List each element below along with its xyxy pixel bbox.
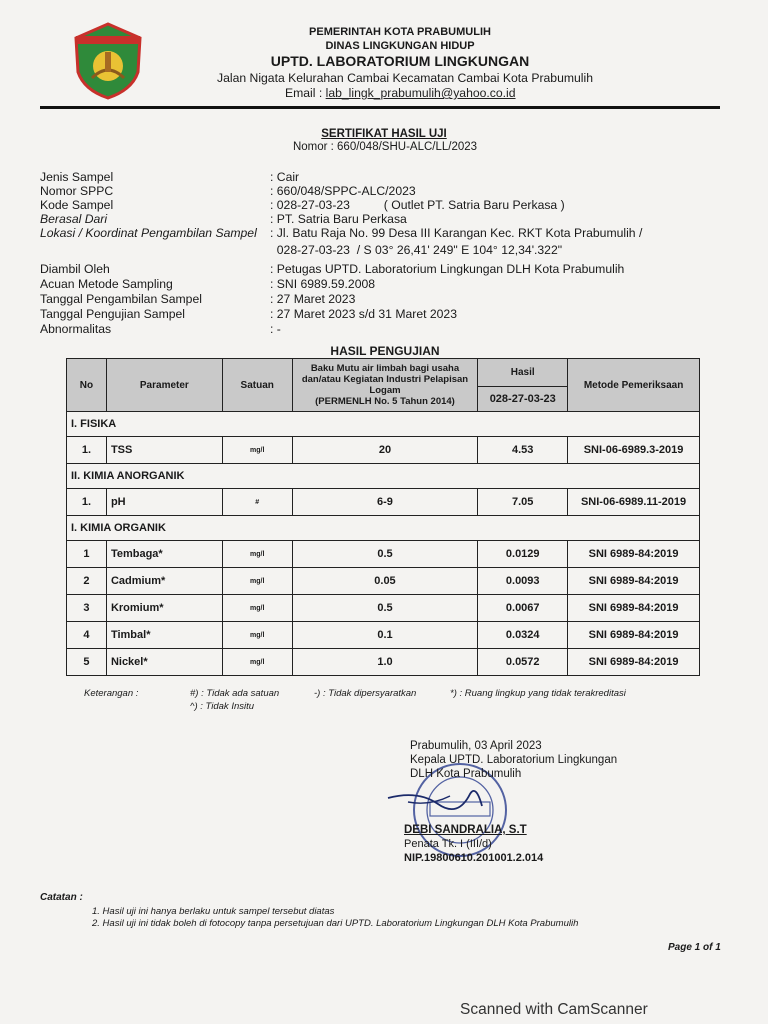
gov-name: PEMERINTAH KOTA PRABUMULIH — [309, 26, 491, 38]
header-parameter: Parameter — [106, 359, 222, 412]
info-row — [40, 212, 642, 227]
cell-unit: mg/l — [222, 437, 292, 464]
sample-info — [40, 170, 642, 337]
signatory-nip: NIP.19800610.201001.2.014 — [404, 852, 544, 864]
signatory-name: DEBI SANDRALIA, S.T — [404, 824, 527, 836]
page-number: Page 1 of 1 — [668, 942, 721, 953]
info-row — [40, 322, 642, 337]
sign-role: Kepala UPTD. Laboratorium Lingkungan — [410, 754, 618, 766]
header-result-code: 028-27-03-23 — [478, 386, 568, 411]
table-row — [67, 541, 700, 568]
header-unit: Satuan — [222, 359, 292, 412]
section-row — [67, 516, 700, 541]
legend-label: Keterangan : — [84, 688, 139, 699]
cell-no: 1 — [67, 541, 107, 568]
cell-result: 0.0572 — [478, 649, 568, 676]
cell-result: 0.0093 — [478, 568, 568, 595]
table-row — [67, 595, 700, 622]
table-row — [67, 622, 700, 649]
signatory-rank: Penata Tk. I (III/d) — [404, 838, 492, 850]
section-label: I. FISIKA — [67, 412, 700, 437]
notes-label: Catatan : — [40, 892, 83, 903]
info-label: Jenis Sampel — [40, 170, 114, 184]
email-link[interactable]: lab_lingk_prabumulih@yahoo.co.id — [325, 86, 516, 100]
note-1: 1. Hasil uji ini hanya berlaku untuk sampel tersebut diatas — [92, 906, 335, 917]
info-value: : Petugas UPTD. Laboratorium Lingkungan DLH Kota Prabumulih — [270, 262, 625, 276]
cell-result: 0.0067 — [478, 595, 568, 622]
legend-not-accredited: *) : Ruang lingkup yang tidak terakreditasi — [450, 688, 626, 699]
table-row — [67, 649, 700, 676]
info-value: : Cair — [270, 170, 300, 184]
info-row — [40, 307, 642, 322]
cell-result: 7.05 — [478, 489, 568, 516]
lab-name: UPTD. LABORATORIUM LINGKUNGAN — [270, 53, 530, 69]
info-row — [40, 198, 642, 213]
cell-param: TSS — [106, 437, 222, 464]
info-row — [40, 184, 642, 199]
info-label — [40, 243, 270, 258]
cell-param: pH — [106, 489, 222, 516]
cell-method: SNI 6989-84:2019 — [568, 595, 700, 622]
cell-unit: mg/l — [222, 541, 292, 568]
info-label: Berasal Dari — [40, 212, 108, 226]
info-row — [40, 170, 642, 185]
info-value: : 660/048/SPPC-ALC/2023 — [270, 184, 416, 198]
info-row — [40, 277, 642, 292]
cell-std: 0.05 — [292, 568, 478, 595]
cell-param: Nickel* — [106, 649, 222, 676]
cell-param: Kromium* — [106, 595, 222, 622]
section-row — [67, 412, 700, 437]
cell-param: Timbal* — [106, 622, 222, 649]
header-result: Hasil — [478, 359, 568, 387]
info-row — [40, 226, 642, 241]
city-emblem-logo — [72, 22, 144, 100]
standard-desc: Baku Mutu air limbah bagi usaha dan/atau Kegiatan Industri Pelapisan Logam — [301, 363, 469, 396]
info-row — [40, 292, 642, 307]
legend-not-required: -) : Tidak dipersyaratkan — [314, 688, 417, 699]
info-value: : Jl. Batu Raja No. 99 Desa III Karangan Kec. RKT Kota Prabumulih / — [270, 226, 643, 240]
results-table — [66, 358, 700, 676]
section-label: II. KIMIA ANORGANIK — [67, 464, 700, 489]
cell-param: Tembaga* — [106, 541, 222, 568]
header-method: Metode Pemeriksaan — [568, 359, 700, 412]
email-line — [285, 86, 516, 100]
legend-no-unit: #) : Tidak ada satuan — [190, 688, 280, 699]
cell-no: 3 — [67, 595, 107, 622]
cell-unit: mg/l — [222, 595, 292, 622]
info-value: : PT. Satria Baru Perkasa — [270, 212, 407, 226]
cell-unit: mg/l — [222, 622, 292, 649]
cell-param: Cadmium* — [106, 568, 222, 595]
info-row — [40, 243, 642, 258]
cell-unit: mg/l — [222, 568, 292, 595]
cell-std: 0.5 — [292, 541, 478, 568]
table-row — [67, 568, 700, 595]
info-label: Tanggal Pengambilan Sampel — [40, 292, 202, 306]
certificate-number: Nomor : 660/048/SHU-ALC/LL/2023 — [292, 141, 478, 153]
results-title: HASIL PENGUJIAN — [330, 344, 440, 358]
scanner-watermark: Scanned with CamScanner — [460, 1001, 648, 1018]
header-rule — [40, 106, 720, 109]
info-label: Tanggal Pengujian Sampel — [40, 307, 185, 321]
info-label: Acuan Metode Sampling — [40, 277, 173, 291]
cell-method: SNI-06-6989.3-2019 — [568, 437, 700, 464]
info-value: : - — [270, 322, 281, 336]
table-row — [67, 437, 700, 464]
cell-unit: # — [222, 489, 292, 516]
table-row — [67, 489, 700, 516]
info-label: Diambil Oleh — [40, 262, 110, 276]
info-label: Nomor SPPC — [40, 184, 114, 198]
note-2: 2. Hasil uji ini tidak boleh di fotocopy tanpa persetujuan dari UPTD. Laboratorium Lingkungan DLH Kota Prabumulih — [92, 918, 579, 929]
cell-std: 0.5 — [292, 595, 478, 622]
cell-no: 1. — [67, 489, 107, 516]
info-label: Lokasi / Koordinat Pengambilan Sampel — [40, 226, 257, 240]
header-no: No — [67, 359, 107, 412]
cell-method: SNI-06-6989.11-2019 — [568, 489, 700, 516]
email-label: Email : — [285, 86, 323, 100]
info-value: : 27 Maret 2023 s/d 31 Maret 2023 — [270, 307, 457, 321]
cell-std: 0.1 — [292, 622, 478, 649]
sign-place-date: Prabumulih, 03 April 2023 — [410, 740, 542, 752]
cell-no: 2 — [67, 568, 107, 595]
info-label: Abnormalitas — [40, 322, 112, 336]
section-row — [67, 464, 700, 489]
standard-ref: (PERMENLH No. 5 Tahun 2014) — [315, 396, 455, 407]
cell-method: SNI 6989-84:2019 — [568, 568, 700, 595]
cell-no: 5 — [67, 649, 107, 676]
cell-result: 0.0324 — [478, 622, 568, 649]
cell-result: 0.0129 — [478, 541, 568, 568]
cell-method: SNI 6989-84:2019 — [568, 622, 700, 649]
sign-role-agency: DLH Kota Prabumulih — [410, 768, 522, 780]
cell-std: 20 — [292, 437, 478, 464]
certificate-title: SERTIFIKAT HASIL UJI — [321, 128, 447, 140]
info-label: Kode Sampel — [40, 198, 114, 212]
cell-std: 6-9 — [292, 489, 478, 516]
header-standard — [292, 359, 478, 412]
address: Jalan Nigata Kelurahan Cambai Kecamatan Cambai Kota Prabumulih — [217, 71, 593, 85]
agency-name: DINAS LINGKUNGAN HIDUP — [325, 40, 475, 52]
info-row — [40, 262, 642, 277]
cell-no: 4 — [67, 622, 107, 649]
info-value: : 27 Maret 2023 — [270, 292, 356, 306]
cell-method: SNI 6989-84:2019 — [568, 649, 700, 676]
cell-no: 1. — [67, 437, 107, 464]
section-label: I. KIMIA ORGANIK — [67, 516, 700, 541]
cell-std: 1.0 — [292, 649, 478, 676]
info-value: : SNI 6989.59.2008 — [270, 277, 376, 291]
cell-method: SNI 6989-84:2019 — [568, 541, 700, 568]
legend-not-insitu: ^) : Tidak Insitu — [190, 701, 255, 712]
cell-unit: mg/l — [222, 649, 292, 676]
info-value: : 028-27-03-23 ( Outlet PT. Satria Baru Perkasa ) — [270, 198, 565, 212]
cell-result: 4.53 — [478, 437, 568, 464]
info-value: 028-27-03-23 / S 03° 26,41' 249" E 104° 12,34'.322" — [270, 243, 563, 257]
table-header-row — [67, 359, 700, 387]
